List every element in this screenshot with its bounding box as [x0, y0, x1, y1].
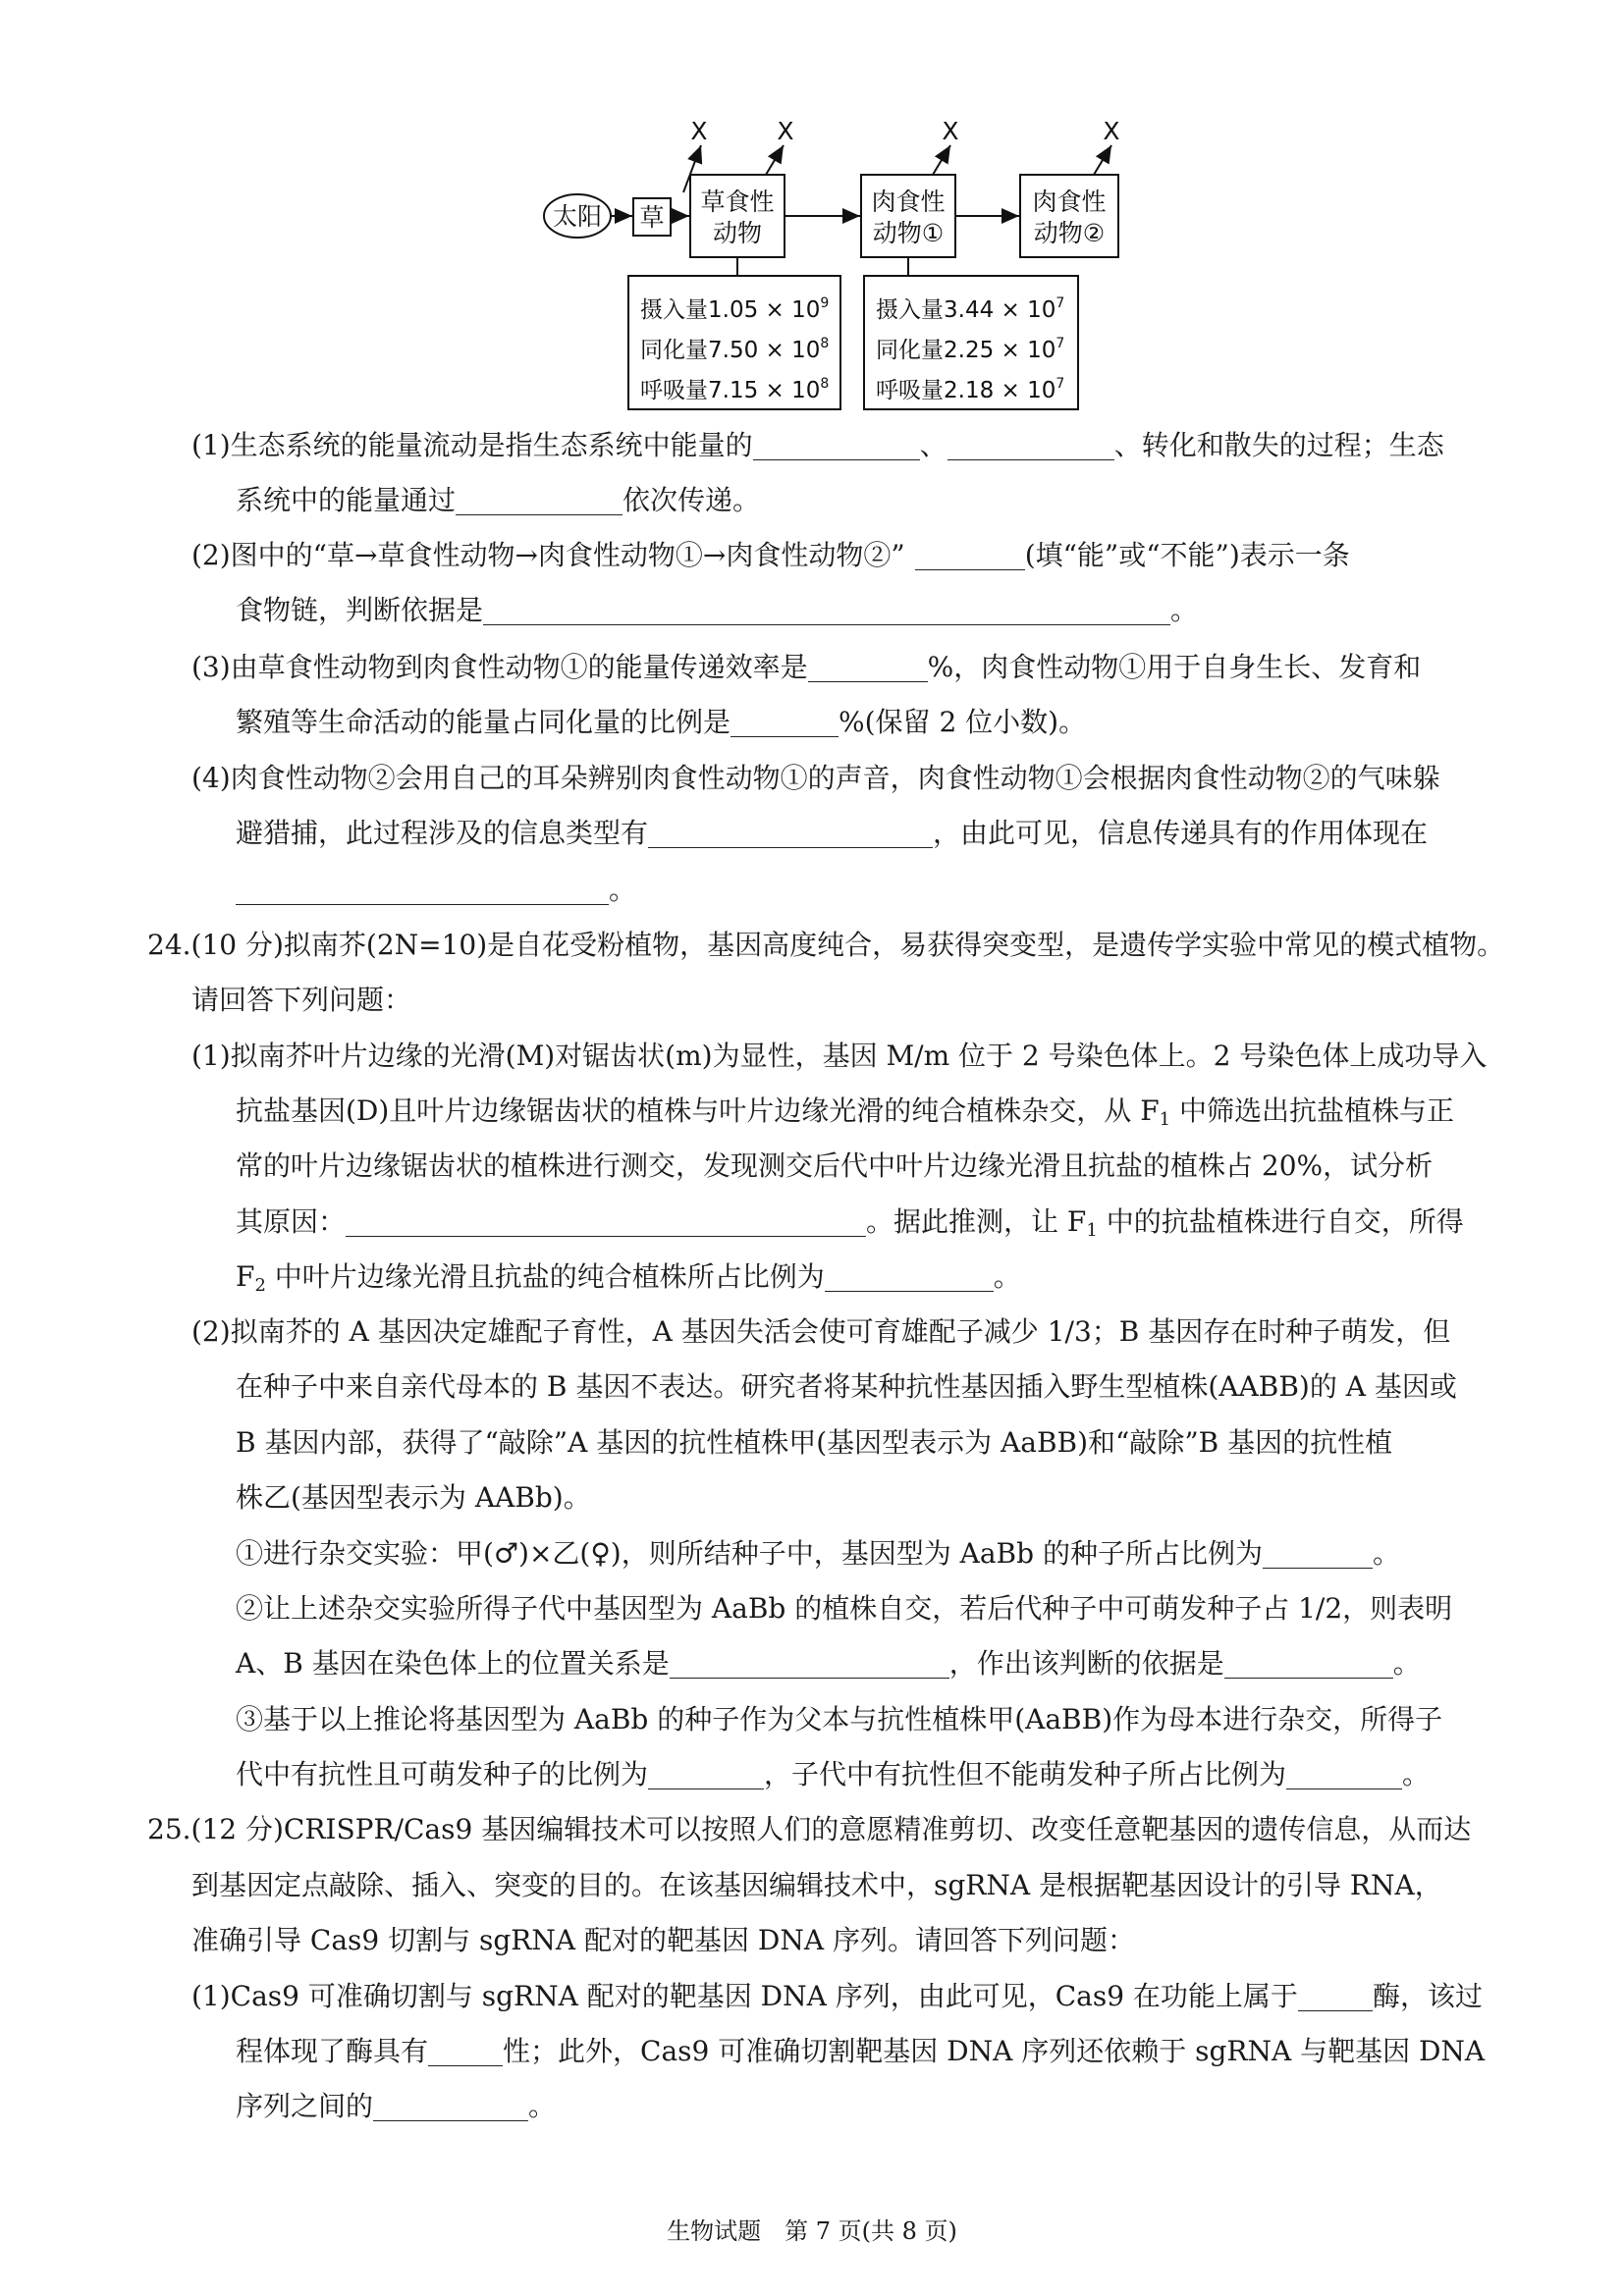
x-label-carnivore1: X — [942, 117, 959, 145]
answer-blank[interactable] — [947, 430, 1114, 460]
answer-blank[interactable] — [670, 1648, 949, 1679]
q24-part2-line1: (2)拟南芥的 A 基因决定雄配子育性，A 基因失活会使可育雄配子减少 1/3；B 基因存在时种子萌发，但 — [191, 1315, 1451, 1348]
answer-blank[interactable] — [236, 875, 609, 905]
q24-sub2-line2: A、B 基因在染色体上的位置关系是 ，作出该判断的依据是 。 — [236, 1647, 1421, 1680]
q25-heading-line3: 准确引导 Cas9 切割与 sgRNA 配对的靶基因 DNA 序列。请回答下列问题： — [191, 1924, 1135, 1956]
answer-blank[interactable] — [373, 2091, 528, 2121]
carnivore1-label-1: 肉食性 — [871, 187, 946, 216]
herbivore-label-2: 动物 — [712, 219, 763, 247]
q24-part1-line3: 常的叶片边缘锯齿状的植株进行测交，发现测交后代中叶片边缘光滑且抗盐的植株占 20%，试分析 — [236, 1149, 1434, 1182]
q23-part2-line2: 食物链，判断依据是 。 — [236, 594, 1199, 626]
q23-part1-line1: (1)生态系统的能量流动是指生态系统中能量的 、 、转化和散失的过程；生态 — [191, 429, 1444, 461]
q23-part1-line2: 系统中的能量通过 依次传递。 — [236, 484, 761, 516]
q23-part2-line1: (2)图中的“草→草食性动物→肉食性动物①→肉食性动物②” (填“能”或“不能”)表示一条 — [191, 539, 1350, 571]
answer-blank[interactable] — [483, 595, 1170, 625]
carnivore2-label-1: 肉食性 — [1032, 187, 1107, 216]
answer-blank[interactable] — [808, 652, 928, 682]
q24-part1-line1: (1)拟南芥叶片边缘的光滑(M)对锯齿状(m)为显性，基因 M/m 位于 2 号染色体上。2 号染色体上成功导入 — [191, 1040, 1488, 1072]
sun-label: 太阳 — [552, 202, 603, 231]
answer-blank[interactable] — [648, 818, 933, 848]
answer-blank[interactable] — [1263, 1538, 1373, 1569]
q23-part3-line1: (3)由草食性动物到肉食性动物①的能量传递效率是 %，肉食性动物①用于自身生长、发育和 — [191, 651, 1422, 683]
page-footer: 生物试题 第 7 页(共 8 页) — [667, 2217, 957, 2245]
answer-blank[interactable] — [1286, 1759, 1402, 1789]
q24-part1-line5: $F_2$ 中叶片边缘光滑且抗盐的纯合植株所占比例为 。 — [236, 1260, 1021, 1296]
q25-part1-line1: (1)Cas9 可准确切割与 sgRNA 配对的靶基因 DNA 序列，由此可见，Cas9 在功能上属于 酶，该过 — [191, 1980, 1483, 2012]
q24-sub2-line1: ②让上述杂交实验所得子代中基因型为 AaBb 的植株自交，若后代种子中可萌发种子占 1/2，则表明 — [236, 1592, 1453, 1625]
x-label-carnivore2: X — [1103, 117, 1120, 145]
carnivore-respiration: 呼吸量$2.18 \times 10^7$ — [876, 376, 1065, 403]
carnivore-intake: 摄入量$3.44 \times 10^7$ — [876, 295, 1065, 323]
q24-sub1: ①进行杂交实验：甲(♂)×乙(♀)，则所结种子中，基因型为 AaBb 的种子所占比例为 。 — [236, 1537, 1400, 1570]
carnivore1-label-2: 动物① — [872, 219, 945, 247]
q24-part2-line2: 在种子中来自亲代母本的 B 基因不表达。研究者将某种抗性基因插入野生型植株(AABB)的 A 基因或 — [236, 1370, 1457, 1403]
q24-heading-line2: 请回答下列问题： — [191, 984, 412, 1016]
q24-sub3-line2: 代中有抗性且可萌发种子的比例为 ，子代中有抗性但不能萌发种子所占比例为 。 — [236, 1758, 1431, 1790]
q24-heading: 24.(10 分)拟南芥(2N=10)是自花受粉植物，基因高度纯合，易获得突变型，是遗传学实验中常见的模式植物。 — [147, 929, 1505, 961]
q25-heading-line2: 到基因定点敲除、插入、突变的目的。在该基因编辑技术中，sgRNA 是根据靶基因设计的引导 RNA， — [191, 1869, 1442, 1901]
answer-blank[interactable] — [1224, 1648, 1393, 1679]
q25-part1-line3: 序列之间的 。 — [236, 2090, 557, 2122]
answer-blank[interactable] — [915, 540, 1025, 570]
carnivore-assimilation: 同化量$2.25 \times 10^7$ — [876, 336, 1065, 363]
herbivore-label-1: 草食性 — [700, 187, 775, 216]
answer-blank[interactable] — [1298, 1981, 1373, 2011]
answer-blank[interactable] — [428, 2036, 503, 2066]
answer-blank[interactable] — [731, 707, 839, 737]
x-label-grass: X — [690, 117, 708, 145]
q25-part1-line2: 程体现了酶具有 性；此外，Cas9 可准确切割靶基因 DNA 序列还依赖于 sgRNA 与靶基因 DNA — [236, 2035, 1486, 2067]
carnivore2-label-2: 动物② — [1033, 219, 1106, 247]
energy-flow-diagram — [538, 116, 1137, 415]
q24-part1-line4: 其原因： 。据此推测，让 $F_1$ 中的抗盐植株进行自交，所得 — [236, 1205, 1464, 1241]
q24-part1-line2: 抗盐基因(D)且叶片边缘锯齿状的植株与叶片边缘光滑的纯合植株杂交，从 $F_1$ 中筛选出抗盐植株与正 — [236, 1095, 1454, 1130]
q25-heading: 25.(12 分)CRISPR/Cas9 基因编辑技术可以按照人们的意愿精准剪切、改变任意靶基因的遗传信息，从而达 — [147, 1813, 1472, 1845]
q23-part4-line3: 。 — [236, 871, 636, 910]
answer-blank[interactable] — [648, 1759, 764, 1789]
herbivore-respiration: 呼吸量$7.15 \times 10^8$ — [640, 376, 830, 403]
q24-sub3-line1: ③基于以上推论将基因型为 AaBb 的种子作为父本与抗性植株甲(AaBB)作为母本进行杂交，所得子 — [236, 1703, 1443, 1735]
grass-label: 草 — [639, 203, 665, 232]
answer-blank[interactable] — [753, 430, 920, 460]
answer-blank[interactable] — [346, 1206, 866, 1237]
herbivore-intake: 摄入量$1.05 \times 10^9$ — [640, 295, 830, 323]
x-label-herbivore: X — [777, 117, 794, 145]
herbivore-assimilation: 同化量$7.50 \times 10^8$ — [640, 336, 830, 363]
q24-part2-line3: B 基因内部，获得了“敲除”A 基因的抗性植株甲(基因型表示为 AaBB)和“敲除”B 基因的抗性植 — [236, 1426, 1393, 1459]
q23-part3-line2: 繁殖等生命活动的能量占同化量的比例是 %(保留 2 位小数)。 — [236, 706, 1087, 738]
answer-blank[interactable] — [825, 1261, 994, 1292]
answer-blank[interactable] — [456, 485, 623, 515]
q23-part4-line2: 避猎捕，此过程涉及的信息类型有 ，由此可见，信息传递具有的作用体现在 — [236, 817, 1429, 849]
q23-part4-line1: (4)肉食性动物②会用自己的耳朵辨别肉食性动物①的声音，肉食性动物①会根据肉食性动物②的气味躲 — [191, 762, 1440, 794]
q24-part2-line4: 株乙(基因型表示为 AABb)。 — [236, 1481, 591, 1514]
